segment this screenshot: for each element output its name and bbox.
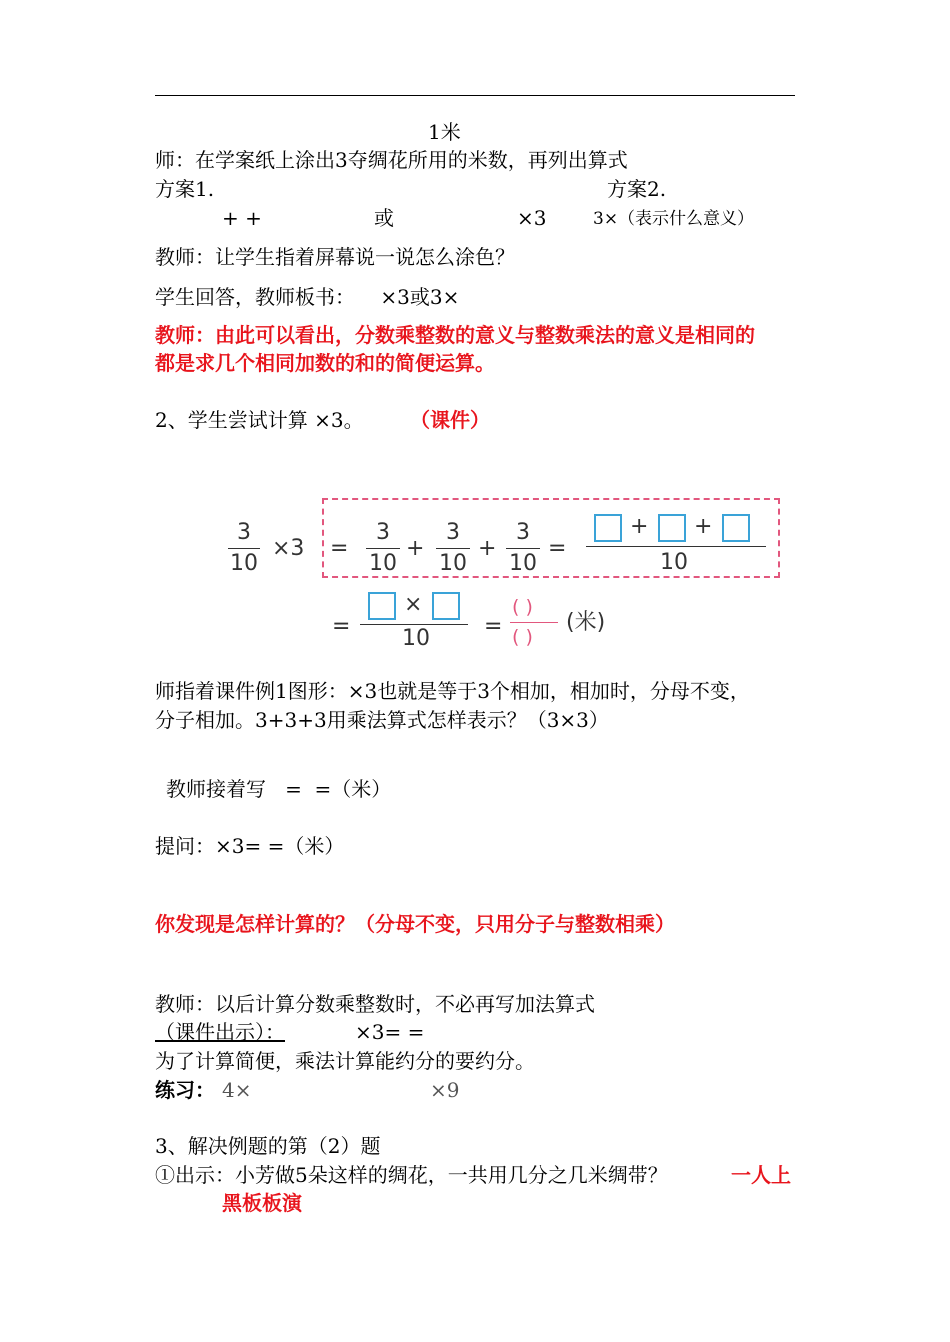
header-rule — [155, 95, 795, 96]
fraction-bar — [586, 546, 766, 547]
red-note: 教师：由此可以看出，分数乘整数的意义与整数乘法的意义是相同的 — [155, 323, 755, 347]
fraction-3-10: 3 10 — [230, 520, 258, 576]
denominator-10: 10 — [402, 626, 430, 651]
plan-2-label: 方案2. — [607, 177, 667, 201]
blank-box — [722, 514, 750, 542]
text-line: ×3= = — [355, 1020, 425, 1044]
step-3-heading: 3、解决例题的第（2）题 — [155, 1134, 381, 1158]
fraction-3-10: 3 10 — [506, 520, 540, 577]
equals-sign: = — [484, 614, 503, 639]
blank-box — [432, 592, 460, 620]
text-line: 教师接着写 = =（米） — [166, 777, 392, 801]
blank-paren: ( ) — [512, 626, 533, 648]
plus-sign: + — [694, 514, 713, 539]
fraction-bar — [510, 622, 558, 623]
text-line: 教师：以后计算分数乘整数时，不必再写加法算式 — [155, 992, 595, 1016]
text-line: 学生回答，教师板书： ×3或3× — [155, 285, 460, 309]
exercise-label: 练习： — [155, 1078, 215, 1102]
exercise-item: ×9 — [430, 1078, 460, 1102]
text-line: 提问：×3= =（米） — [155, 834, 345, 858]
fraction-3-10: 3 10 — [366, 520, 400, 577]
fraction-3-10: 3 10 — [436, 520, 470, 577]
red-note: 黑板板演 — [222, 1191, 302, 1215]
blank-box — [368, 592, 396, 620]
times-3: ×3 — [517, 206, 547, 230]
red-note: 一人上 — [731, 1163, 791, 1187]
text-line: 师指着课件例1图形：×3也就是等于3个相加，相加时，分母不变， — [155, 679, 750, 703]
blank-box — [658, 514, 686, 542]
text-line: 师：在学案纸上涂出3夺绸花所用的米数，再列出算式 — [155, 148, 628, 172]
courseware-tag: （课件） — [410, 408, 490, 432]
plus-sign: + — [630, 514, 649, 539]
times-sign: × — [404, 592, 423, 617]
text-line: 为了计算简便，乘法计算能约分的要约分。 — [155, 1049, 535, 1073]
times-three: ×3 — [272, 536, 305, 561]
fraction-bar — [360, 624, 468, 625]
plus-sign: + — [406, 536, 425, 561]
courseware-display: （课件出示）： — [155, 1020, 285, 1044]
red-note: 你发现是怎样计算的？（分母不变，只用分子与整数相乘） — [155, 912, 675, 936]
text-line: 教师：让学生指着屏幕说一说怎么涂色？ — [155, 245, 515, 269]
text-line: ①出示：小芳做5朵这样的绸花，一共用几分之几米绸带？ — [155, 1163, 668, 1187]
equals-sign: = — [548, 536, 567, 561]
exercise-item: 4× — [222, 1078, 252, 1102]
plan-1-label: 方案1. — [155, 177, 215, 201]
text-line: 分子相加。3+3+3用乘法算式怎样表示？（3×3） — [155, 708, 609, 732]
blank-paren: ( ) — [512, 596, 533, 618]
equals-sign: = — [332, 614, 351, 639]
blank-box — [594, 514, 622, 542]
unit-meter: (米) — [566, 610, 606, 635]
plus-sign: + — [478, 536, 497, 561]
denominator-10: 10 — [660, 550, 688, 575]
fraction-figure — [220, 490, 790, 660]
unit-label: 1米 — [428, 120, 461, 144]
equals-sign: = — [330, 536, 349, 561]
red-note: 都是求几个相同加数的和的简便运算。 — [155, 351, 495, 375]
three-times-meaning: 3×（表示什么意义） — [593, 209, 755, 229]
or-word: 或 — [374, 206, 394, 230]
plus-plus: + + — [222, 206, 262, 230]
step-2-heading: 2、学生尝试计算 ×3。 — [155, 408, 364, 432]
